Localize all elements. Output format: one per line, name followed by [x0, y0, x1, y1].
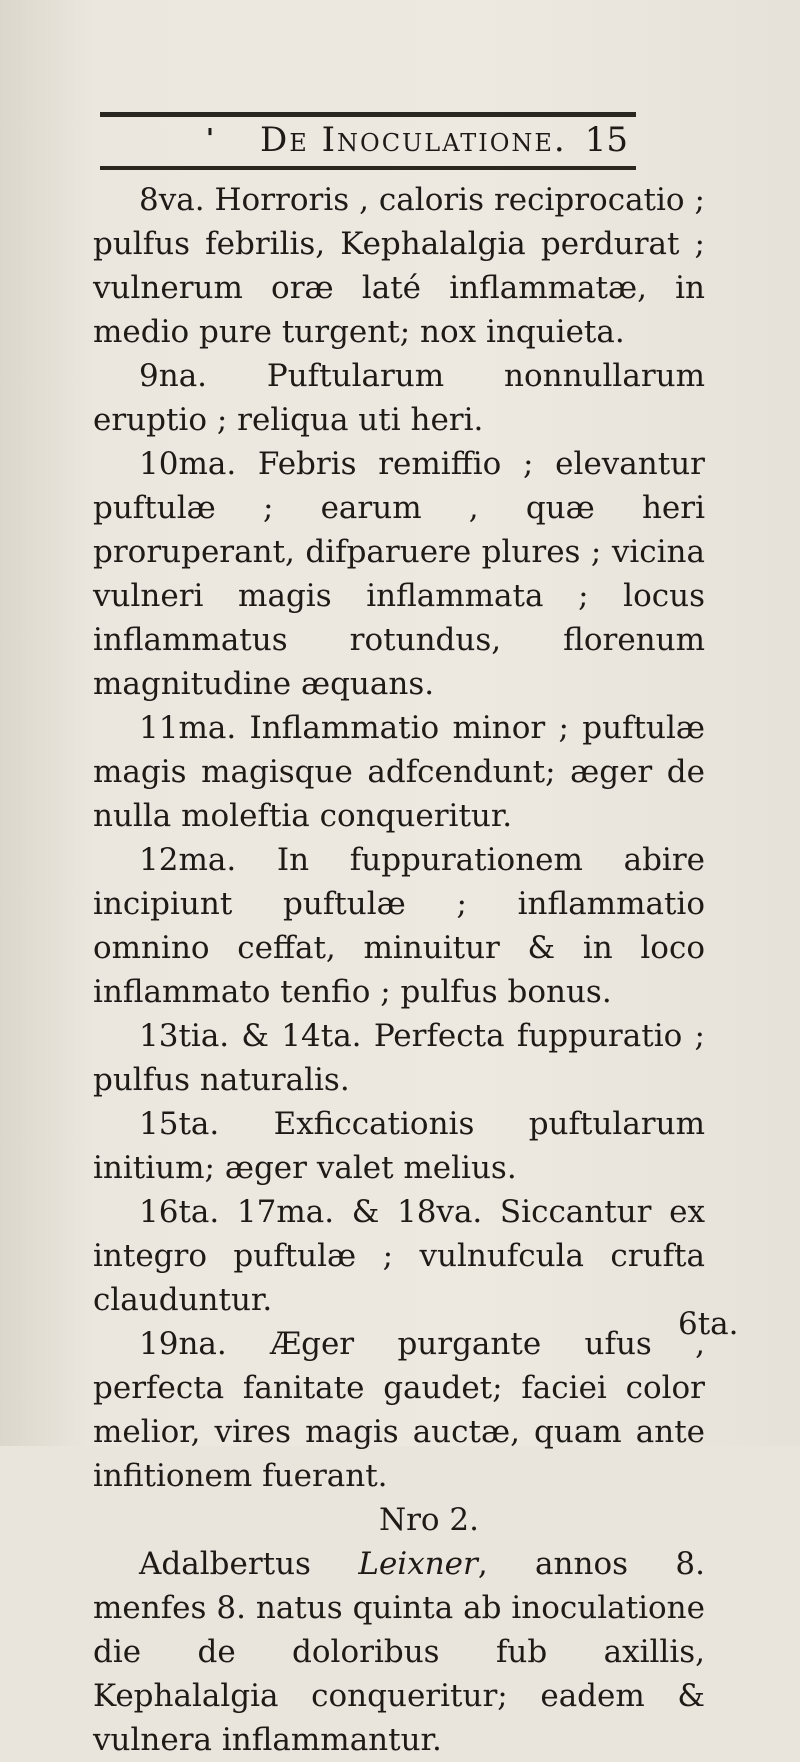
patient-name: Adalbertus [139, 1546, 311, 1582]
patient-surname: Leixner [358, 1546, 478, 1582]
running-title: De Inoculatione. [260, 120, 567, 160]
catchword: 6ta. [678, 1306, 739, 1342]
paragraph-day-10: 10ma. Febris remiffio ; elevantur puftulæ ; earum , quæ heri proruperant, difparuere plures ; vicina vulneri magis inflammata ; locus inflammatus rotundus, florenum magnitudine æquans. [93, 446, 705, 702]
header-mark: ' [206, 124, 214, 154]
paragraph-day-16-18: 16ta. 17ma. & 18va. Siccantur ex integro puftulæ ; vulnufcula crufta clauduntur. [93, 1194, 705, 1318]
running-head [100, 118, 636, 162]
paragraph-day-11: 11ma. Inflammatio minor ; puftulæ magis magisque adfcendunt; æger de nulla moleftia conqueritur. [93, 710, 705, 834]
page-number: 15 [584, 120, 628, 160]
body-text [93, 178, 705, 1762]
section-heading: Nro 2. [378, 1502, 480, 1538]
paragraph-day-9: 9na. Puftularum nonnullarum eruptio ; reliqua uti heri. [93, 358, 705, 438]
paragraph-day-12: 12ma. In fuppurationem abire incipiunt puftulæ ; inflammatio omnino ceffat, minuitur & in loco inflammato tenfio ; pulfus bonus. [93, 842, 705, 1010]
paragraph-day-15: 15ta. Exficcationis puftularum initium; æger valet melius. [93, 1106, 705, 1186]
paragraph-day-8: 8va. Horroris , caloris reciprocatio ; pulfus febrilis, Kephalalgia perdurat ; vulnerum oræ laté inflammatæ, in medio pure turgent; nox inquieta. [93, 182, 705, 350]
case-2-text: , annos 8. menfes 8. natus quinta ab inoculatione die de doloribus fub axillis, Kephalalgia conqueritur; eadem & vulnera inflammantur. [93, 1546, 706, 1758]
header-rule-top [100, 112, 636, 117]
paragraph-day-19: 19na. Æger purgante ufus , perfecta fanitate gaudet; faciei color melior, vires magis auctæ, quam ante infitionem fuerant. [93, 1326, 705, 1494]
paragraph-case-2 [93, 1542, 705, 1762]
header-rule-bottom [100, 166, 636, 170]
paragraph-day-13-14: 13tia. & 14ta. Perfecta fuppuratio ; pulfus naturalis. [93, 1018, 705, 1098]
